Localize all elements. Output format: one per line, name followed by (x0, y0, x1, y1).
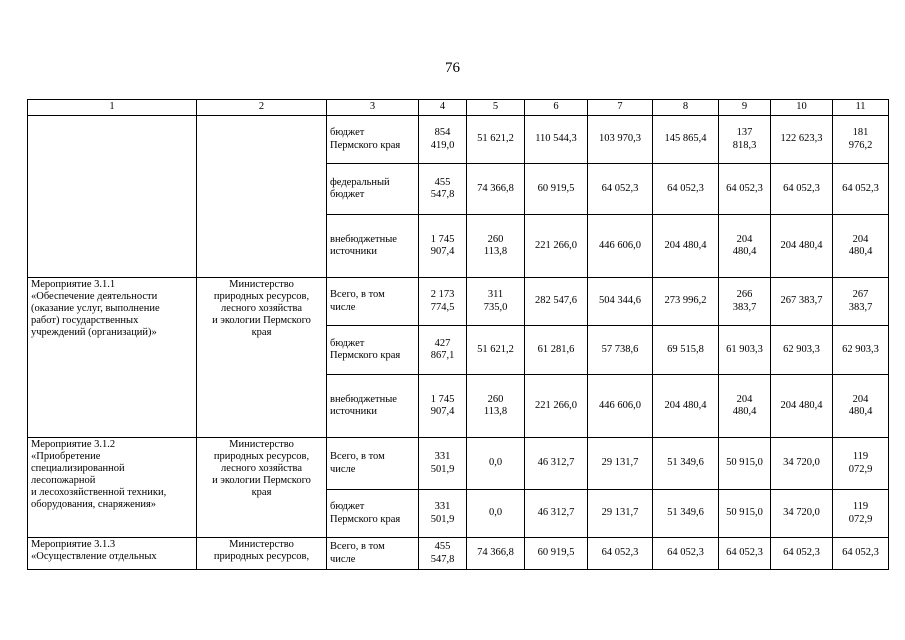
table-row (28, 538, 889, 570)
column-header: 3 (327, 100, 419, 116)
org-cell-empty (197, 116, 327, 278)
value-cell: 110 544,3 (525, 116, 588, 164)
value-cell: 204 480,4 (653, 215, 719, 278)
value-cell: 137 818,3 (719, 116, 771, 164)
value-cell: 64 052,3 (771, 164, 833, 215)
value-cell: 854 419,0 (419, 116, 467, 164)
value-cell: 74 366,8 (467, 538, 525, 570)
value-cell: 50 915,0 (719, 490, 771, 538)
value-cell: 504 344,6 (588, 278, 653, 326)
funding-source: Всего, в том числе (327, 538, 419, 570)
funding-source: внебюджетные источники (327, 215, 419, 278)
value-cell: 282 547,6 (525, 278, 588, 326)
funding-source: бюджет Пермского края (327, 116, 419, 164)
value-cell: 221 266,0 (525, 375, 588, 438)
value-cell: 204 480,4 (833, 215, 889, 278)
responsible-org: Министерство природных ресурсов, лесного хозяйства и экологии Пермского края (197, 278, 327, 438)
funding-source: бюджет Пермского края (327, 326, 419, 375)
value-cell: 446 606,0 (588, 375, 653, 438)
value-cell: 64 052,3 (771, 538, 833, 570)
column-header: 1 (28, 100, 197, 116)
value-cell: 204 480,4 (771, 375, 833, 438)
measure-cell-empty (28, 116, 197, 278)
value-cell: 64 052,3 (719, 164, 771, 215)
column-header: 11 (833, 100, 889, 116)
value-cell: 2 173 774,5 (419, 278, 467, 326)
value-cell: 64 052,3 (833, 164, 889, 215)
value-cell: 446 606,0 (588, 215, 653, 278)
value-cell: 34 720,0 (771, 438, 833, 490)
value-cell: 0,0 (467, 438, 525, 490)
table-row (28, 116, 889, 164)
header-row (28, 100, 889, 116)
value-cell: 145 865,4 (653, 116, 719, 164)
value-cell: 273 996,2 (653, 278, 719, 326)
value-cell: 260 113,8 (467, 375, 525, 438)
value-cell: 64 052,3 (719, 538, 771, 570)
value-cell: 0,0 (467, 490, 525, 538)
value-cell: 267 383,7 (771, 278, 833, 326)
value-cell: 60 919,5 (525, 164, 588, 215)
value-cell: 1 745 907,4 (419, 215, 467, 278)
value-cell: 51 621,2 (467, 116, 525, 164)
value-cell: 69 515,8 (653, 326, 719, 375)
value-cell: 204 480,4 (771, 215, 833, 278)
value-cell: 204 480,4 (719, 215, 771, 278)
funding-source: Всего, в том числе (327, 278, 419, 326)
value-cell: 46 312,7 (525, 490, 588, 538)
value-cell: 119 072,9 (833, 490, 889, 538)
value-cell: 64 052,3 (588, 538, 653, 570)
value-cell: 331 501,9 (419, 490, 467, 538)
value-cell: 204 480,4 (833, 375, 889, 438)
funding-source: внебюджетные источники (327, 375, 419, 438)
value-cell: 221 266,0 (525, 215, 588, 278)
value-cell: 51 621,2 (467, 326, 525, 375)
measure-name: Мероприятие 3.1.2 «Приобретение специализированной лесопожарной и лесохозяйственной техники, оборудования, снаряжения» (28, 438, 197, 538)
value-cell: 204 480,4 (719, 375, 771, 438)
value-cell: 119 072,9 (833, 438, 889, 490)
value-cell: 427 867,1 (419, 326, 467, 375)
funding-source: Всего, в том числе (327, 438, 419, 490)
column-header: 8 (653, 100, 719, 116)
value-cell: 267 383,7 (833, 278, 889, 326)
value-cell: 122 623,3 (771, 116, 833, 164)
column-header: 6 (525, 100, 588, 116)
funding-source: бюджет Пермского края (327, 490, 419, 538)
value-cell: 1 745 907,4 (419, 375, 467, 438)
column-header: 7 (588, 100, 653, 116)
value-cell: 62 903,3 (771, 326, 833, 375)
value-cell: 61 903,3 (719, 326, 771, 375)
value-cell: 29 131,7 (588, 438, 653, 490)
value-cell: 51 349,6 (653, 438, 719, 490)
measure-name: Мероприятие 3.1.3 «Осуществление отдельных (28, 538, 197, 570)
value-cell: 51 349,6 (653, 490, 719, 538)
value-cell: 60 919,5 (525, 538, 588, 570)
value-cell: 74 366,8 (467, 164, 525, 215)
measure-name: Мероприятие 3.1.1 «Обеспечение деятельности (оказание услуг, выполнение работ) государственных учреждений (организаций)» (28, 278, 197, 438)
column-header: 2 (197, 100, 327, 116)
value-cell: 181 976,2 (833, 116, 889, 164)
table-row (28, 278, 889, 326)
value-cell: 62 903,3 (833, 326, 889, 375)
value-cell: 34 720,0 (771, 490, 833, 538)
value-cell: 46 312,7 (525, 438, 588, 490)
value-cell: 64 052,3 (653, 538, 719, 570)
value-cell: 64 052,3 (588, 164, 653, 215)
table-row (28, 438, 889, 490)
value-cell: 50 915,0 (719, 438, 771, 490)
page-number: 76 (445, 60, 460, 76)
value-cell: 331 501,9 (419, 438, 467, 490)
column-header: 9 (719, 100, 771, 116)
value-cell: 455 547,8 (419, 538, 467, 570)
funding-source: федеральный бюджет (327, 164, 419, 215)
responsible-org: Министерство природных ресурсов, лесного хозяйства и экологии Пермского края (197, 438, 327, 538)
column-header: 5 (467, 100, 525, 116)
column-header: 10 (771, 100, 833, 116)
value-cell: 455 547,8 (419, 164, 467, 215)
budget-table (27, 99, 889, 570)
value-cell: 266 383,7 (719, 278, 771, 326)
value-cell: 29 131,7 (588, 490, 653, 538)
value-cell: 204 480,4 (653, 375, 719, 438)
column-header: 4 (419, 100, 467, 116)
value-cell: 260 113,8 (467, 215, 525, 278)
value-cell: 64 052,3 (653, 164, 719, 215)
value-cell: 64 052,3 (833, 538, 889, 570)
responsible-org: Министерство природных ресурсов, (197, 538, 327, 570)
value-cell: 311 735,0 (467, 278, 525, 326)
value-cell: 103 970,3 (588, 116, 653, 164)
value-cell: 61 281,6 (525, 326, 588, 375)
value-cell: 57 738,6 (588, 326, 653, 375)
